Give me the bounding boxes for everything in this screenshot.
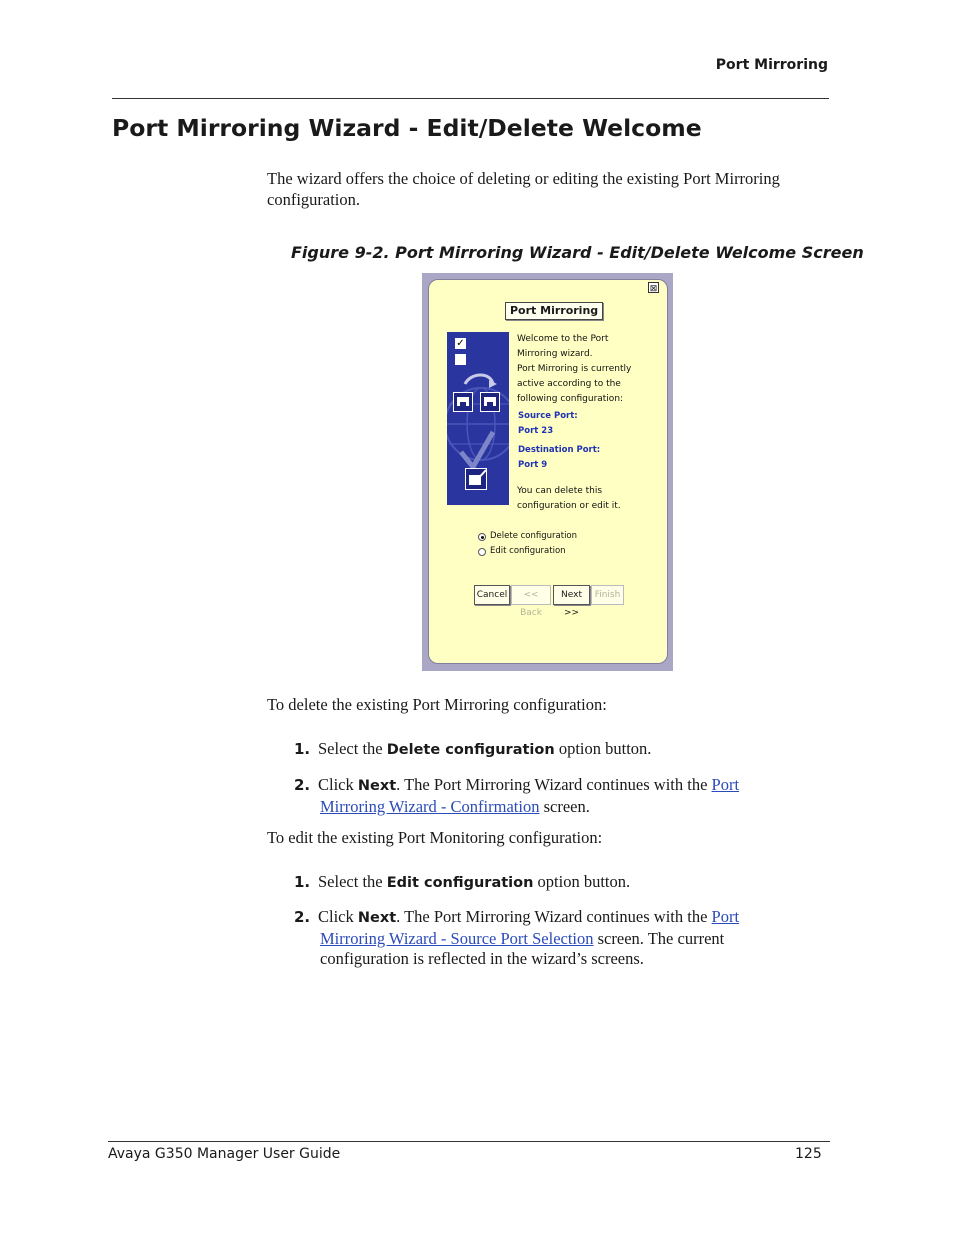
edit-port-icon: [465, 468, 487, 490]
welcome-line: Mirroring wizard.: [517, 349, 593, 359]
delete-step-2: [318, 775, 808, 817]
step-text: Click: [318, 775, 358, 794]
confirmation-link[interactable]: Mirroring Wizard - Confirmation: [320, 796, 540, 816]
page-number: 125: [795, 1146, 822, 1162]
confirmation-link[interactable]: Port: [711, 775, 740, 794]
step-number: 2.: [294, 908, 311, 926]
step-text: Select the: [318, 872, 387, 891]
wizard-figure: [422, 273, 673, 671]
running-header: Port Mirroring: [715, 57, 828, 73]
intro-paragraph: The wizard offers the choice of deleting or editing the existing Port Mirroring configuration.: [267, 169, 780, 209]
step-text: screen. The current: [593, 928, 725, 948]
page-title: Port Mirroring Wizard - Edit/Delete Welcome: [112, 114, 702, 142]
close-icon[interactable]: ⊠: [649, 283, 658, 293]
step-text: option button.: [554, 739, 652, 758]
checkbox-empty-icon: [455, 354, 466, 365]
edit-lead: To edit the existing Port Monitoring configuration:: [267, 828, 603, 847]
ui-term: Delete configuration: [386, 742, 555, 758]
wizard-title-badge: [505, 302, 603, 320]
closing-line: configuration or edit it.: [517, 501, 621, 511]
next-button[interactable]: Next >>: [553, 585, 590, 605]
source-port-selection-link[interactable]: Mirroring Wizard - Source Port Selection: [320, 928, 594, 948]
closing-text: [517, 484, 621, 514]
source-port-value: Port 23: [518, 426, 554, 436]
cancel-button[interactable]: Cancel: [474, 585, 510, 605]
checkbox-checked-icon: ✓: [456, 338, 465, 349]
step-text: configuration is reflected in the wizard’s screens.: [320, 949, 644, 968]
destination-port-value: Port 9: [518, 460, 548, 470]
network-port-icon: [453, 392, 473, 412]
footer-title: Avaya G350 Manager User Guide: [108, 1146, 341, 1162]
step-text: . The Port Mirroring Wizard continues with the: [396, 775, 712, 794]
ui-term: Next: [357, 778, 397, 794]
edit-step-1: [318, 872, 808, 894]
delete-lead: To delete the existing Port Mirroring configuration:: [267, 695, 607, 714]
wizard-title: Port Mirroring: [510, 304, 599, 317]
step-text: screen.: [539, 796, 590, 816]
step-text: option button.: [533, 872, 631, 891]
ui-term: Next: [357, 910, 397, 926]
step-number: 2.: [294, 776, 311, 794]
closing-line: You can delete this: [517, 486, 603, 496]
source-port-selection-link[interactable]: Port: [711, 907, 740, 926]
step-text: Select the: [318, 739, 387, 758]
edit-step-2: [318, 907, 808, 970]
step-text: Click: [318, 907, 358, 926]
step-number: 1.: [294, 740, 311, 758]
edit-configuration-label: Edit configuration: [490, 546, 566, 556]
finish-button[interactable]: Finish: [591, 585, 624, 605]
delete-configuration-label: Delete configuration: [490, 531, 578, 541]
wizard-window: [428, 279, 668, 664]
welcome-line: Port Mirroring is currently: [517, 364, 632, 374]
delete-step-1: [318, 739, 808, 761]
delete-configuration-radio[interactable]: [478, 533, 486, 541]
destination-port-label: Destination Port:: [518, 445, 601, 455]
welcome-line: following configuration:: [517, 394, 624, 404]
ui-term: Edit configuration: [386, 875, 534, 891]
back-button[interactable]: << Back: [511, 585, 551, 605]
network-port-icon: [480, 392, 500, 412]
welcome-line: active according to the: [517, 379, 621, 389]
wizard-side-panel: [447, 332, 509, 505]
figure-caption: Figure 9-2. Port Mirroring Wizard - Edit/Delete Welcome Screen: [291, 243, 864, 262]
step-number: 1.: [294, 873, 311, 891]
welcome-line: Welcome to the Port: [517, 334, 609, 344]
welcome-text: [517, 332, 631, 407]
footer-rule: [108, 1141, 830, 1142]
source-port-label: Source Port:: [518, 411, 578, 421]
edit-configuration-radio[interactable]: [478, 548, 486, 556]
step-text: . The Port Mirroring Wizard continues with the: [396, 907, 712, 926]
header-rule: [112, 98, 829, 99]
